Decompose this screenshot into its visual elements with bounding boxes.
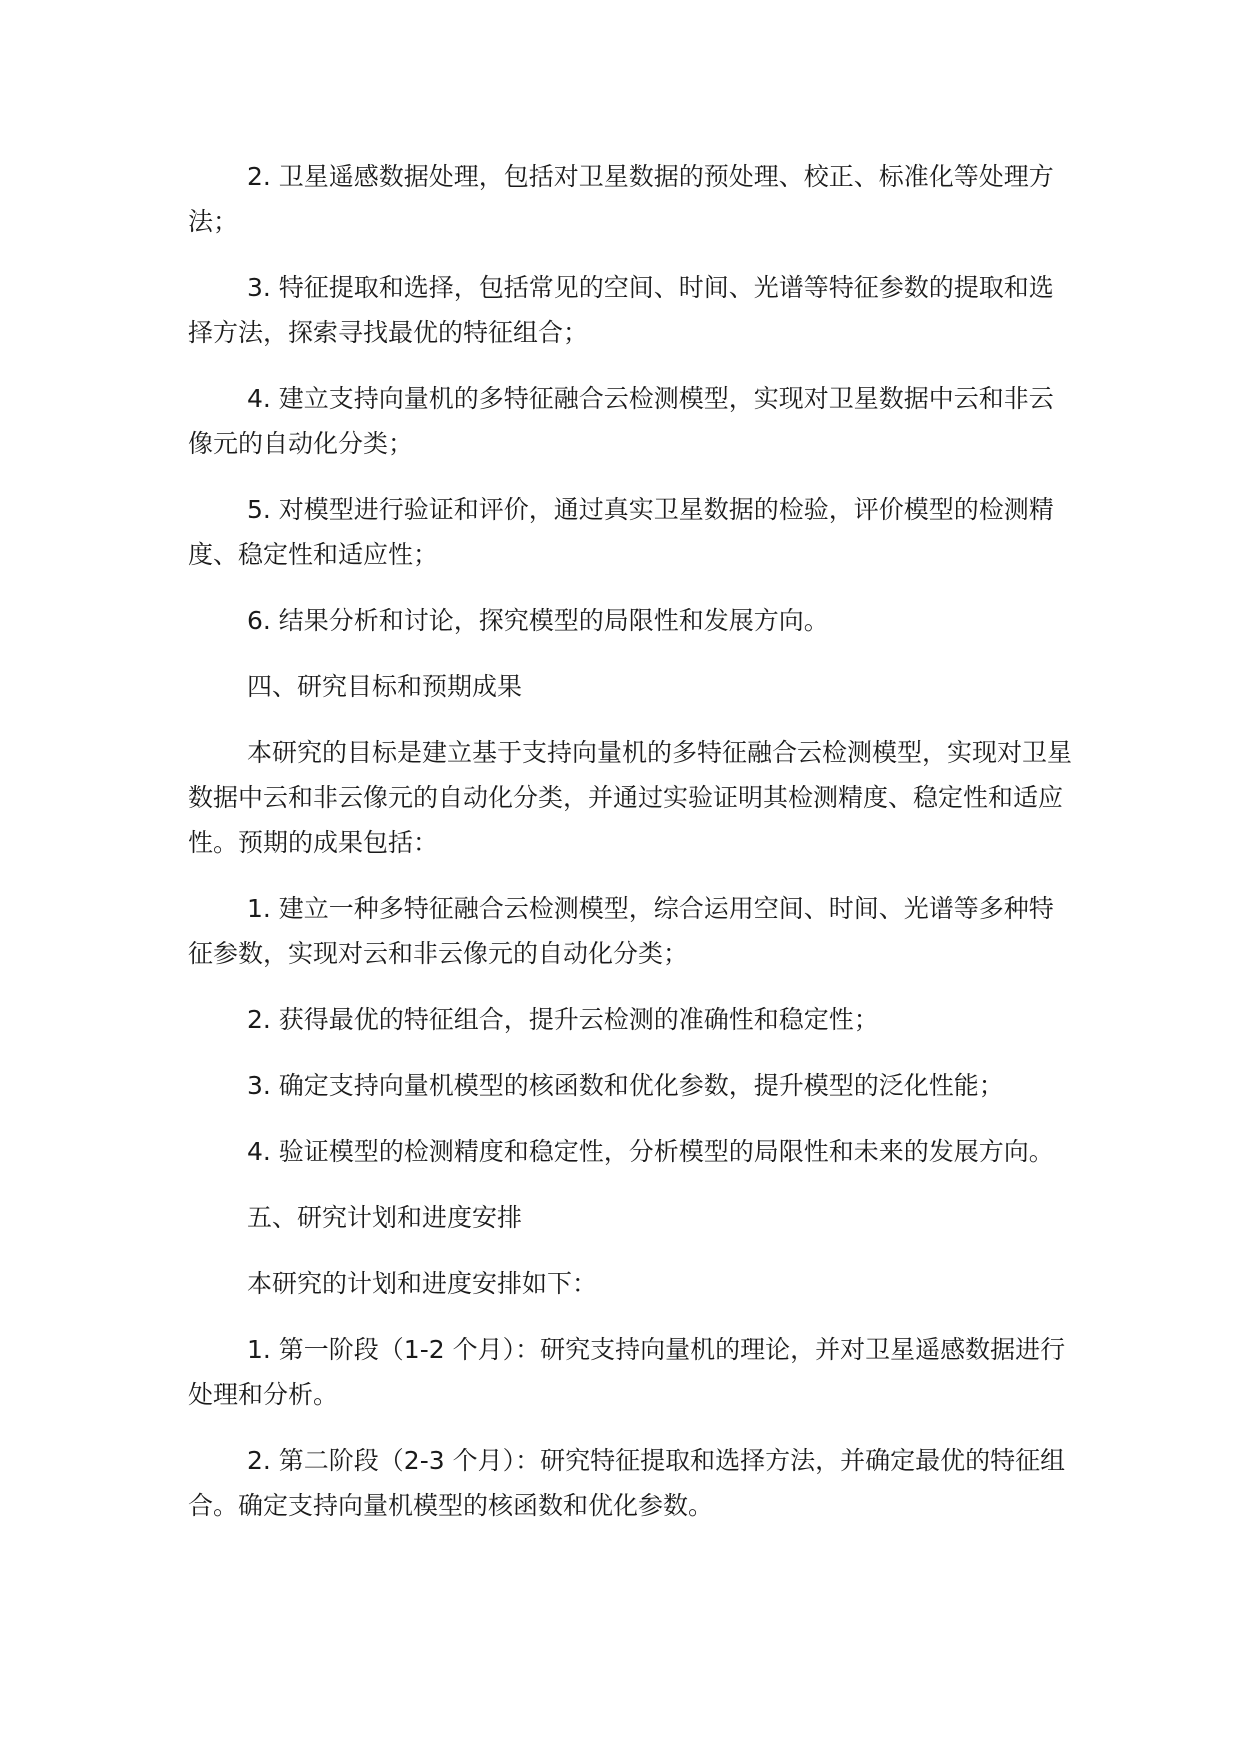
paragraph-phase-2: 2. 第二阶段（2-3 个月）：研究特征提取和选择方法，并确定最优的特征组合。确定支持向量机模型的核函数和优化参数。: [188, 1446, 1066, 1520]
paragraph-result-4: 4. 验证模型的检测精度和稳定性，分析模型的局限性和未来的发展方向。: [247, 1137, 1054, 1166]
paragraph-item-6: 6. 结果分析和讨论，探究模型的局限性和发展方向。: [247, 606, 829, 635]
paragraph-item-4: 4. 建立支持向量机的多特征融合云检测模型，实现对卫星数据中云和非云像元的自动化分类；: [188, 384, 1054, 458]
document-body: [188, 154, 1076, 1549]
section-heading-5: 五、研究计划和进度安排: [247, 1203, 523, 1232]
paragraph-goal: 本研究的目标是建立基于支持向量机的多特征融合云检测模型，实现对卫星数据中云和非云像元的自动化分类，并通过实验证明其检测精度、稳定性和适应性。预期的成果包括：: [188, 738, 1073, 857]
paragraph-result-2: 2. 获得最优的特征组合，提升云检测的准确性和稳定性；: [247, 1005, 879, 1034]
paragraph-item-5: 5. 对模型进行验证和评价，通过真实卫星数据的检验，评价模型的检测精度、稳定性和适应性；: [188, 495, 1054, 569]
paragraph-phase-1: 1. 第一阶段（1-2 个月）：研究支持向量机的理论，并对卫星遥感数据进行处理和分析。: [188, 1335, 1066, 1409]
paragraph-item-3: 3. 特征提取和选择，包括常见的空间、时间、光谱等特征参数的提取和选择方法，探索寻找最优的特征组合；: [188, 273, 1054, 347]
paragraph-item-2: 2. 卫星遥感数据处理，包括对卫星数据的预处理、校正、标准化等处理方法；: [188, 162, 1054, 236]
paragraph-result-1: 1. 建立一种多特征融合云检测模型，综合运用空间、时间、光谱等多种特征参数，实现对云和非云像元的自动化分类；: [188, 894, 1054, 968]
paragraph-plan-intro: 本研究的计划和进度安排如下：: [247, 1269, 598, 1298]
section-heading-4: 四、研究目标和预期成果: [247, 672, 523, 701]
paragraph-result-3: 3. 确定支持向量机模型的核函数和优化参数，提升模型的泛化性能；: [247, 1071, 1004, 1100]
